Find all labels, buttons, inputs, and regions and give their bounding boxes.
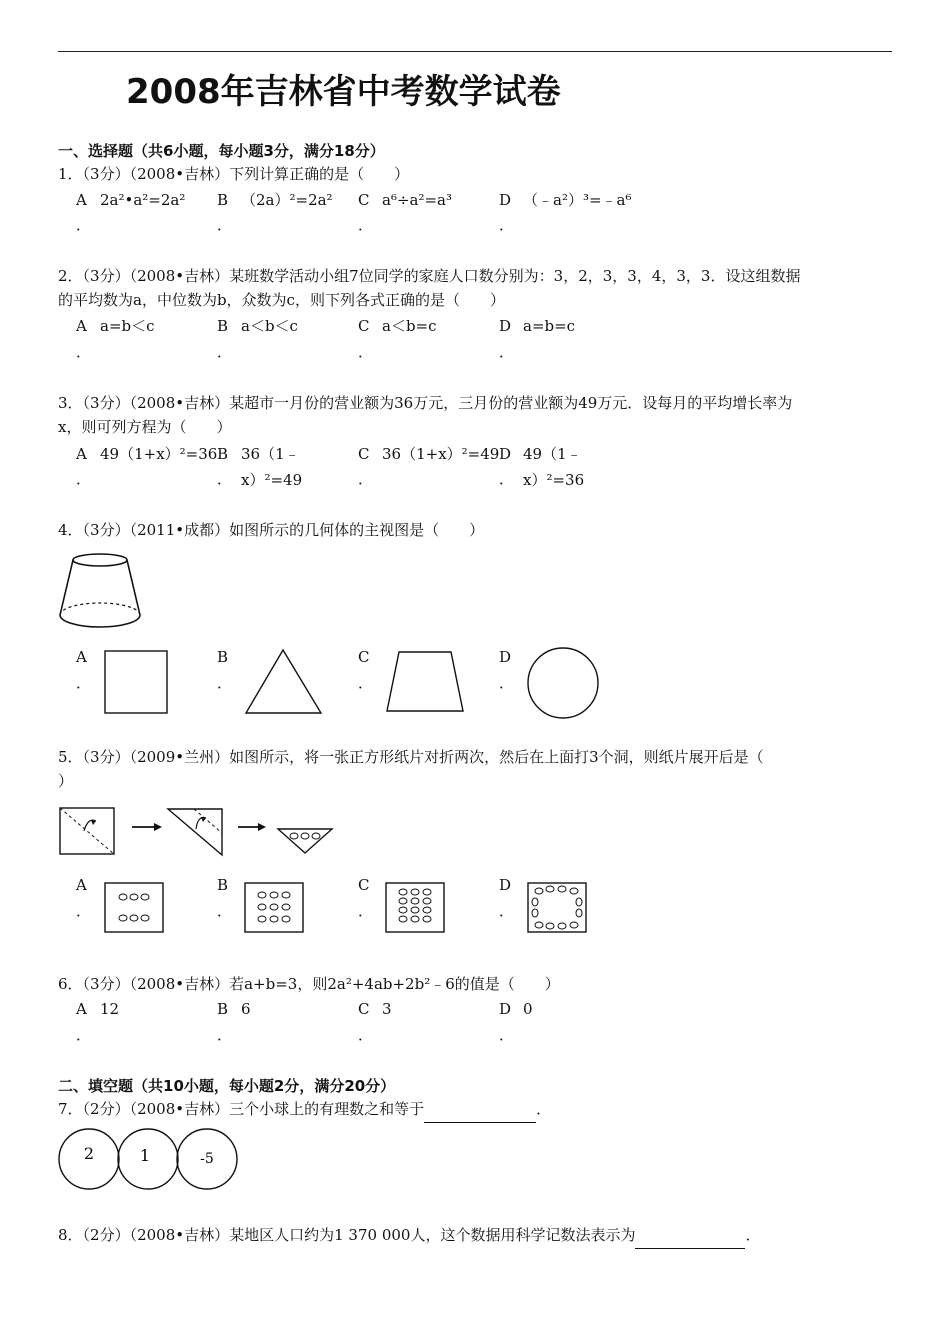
q4-dot-d: ．: [499, 674, 515, 692]
q4-circle-figure: [524, 644, 602, 722]
ball-3-number: -5: [200, 1151, 214, 1167]
q2-option-c[interactable]: C a＜b=c: [358, 317, 437, 335]
q8-answer-blank[interactable]: [635, 1223, 745, 1249]
question-6-stem: 6．（3分）（2008•吉林）若a+b=3，则2a²+4ab+2b²﹣6的值是（ ）: [58, 975, 560, 993]
paper-folding-figure: [58, 805, 338, 860]
q6-option-a[interactable]: A 12: [76, 1000, 120, 1018]
q4-dot-c: ．: [358, 674, 374, 692]
q3-option-d[interactable]: D 49（1﹣: [499, 445, 582, 463]
q1-option-a[interactable]: A 2a²•a²=2a²: [76, 191, 186, 209]
q5-dot-c: ．: [358, 902, 374, 920]
ball-2-number: 1: [139, 1146, 151, 1165]
top-rule: [58, 51, 892, 52]
question-8-stem: 8．（2分）（2008•吉林）某地区人口约为1 370 000人，这个数据用科学记数法表示为 ．: [58, 1223, 892, 1249]
q1-dot-a: ．: [76, 216, 92, 234]
question-4-stem: 4．（3分）（2011•成都）如图所示的几何体的主视图是（ ）: [58, 521, 485, 539]
q4-option-b-label[interactable]: B: [217, 648, 229, 666]
q6-dot-c: ．: [358, 1026, 374, 1044]
q2-dot-d: ．: [499, 343, 515, 361]
q3-dot-b: ．: [217, 470, 233, 488]
q3-dot-d: ．: [499, 470, 515, 488]
q2-dot-a: ．: [76, 343, 92, 361]
q5-option-a-figure: [103, 880, 167, 936]
q4-dot-b: ．: [217, 674, 233, 692]
q5-option-d-figure: [526, 880, 590, 936]
q7-answer-blank[interactable]: [424, 1097, 536, 1123]
question-2-stem-line1: 2．（3分）（2008•吉林）某班数学活动小组7位同学的家庭人口数分别为：3，2，3，3，4，3，3．设这组数据: [58, 267, 801, 285]
q3-option-d-line2: x）²=36: [523, 471, 585, 489]
q5-option-b-figure: [243, 880, 307, 936]
q4-option-a-label[interactable]: A: [76, 648, 87, 666]
q2-dot-c: ．: [358, 343, 374, 361]
q6-option-c[interactable]: C 3: [358, 1000, 392, 1018]
question-3-stem-line2: x，则可列方程为（ ）: [58, 418, 232, 436]
q1-option-c[interactable]: C a⁶÷a²=a³: [358, 191, 453, 209]
q6-dot-a: ．: [76, 1026, 92, 1044]
q6-option-d[interactable]: D 0: [499, 1000, 533, 1018]
page-title: 2008年吉林省中考数学试卷: [126, 72, 561, 112]
q3-dot-a: ．: [76, 470, 92, 488]
three-balls-figure: [56, 1127, 240, 1193]
q4-triangle-figure: [242, 646, 326, 718]
q3-dot-c: ．: [358, 470, 374, 488]
q1-dot-b: ．: [217, 216, 233, 234]
question-1-stem: 1．（3分）（2008•吉林）下列计算正确的是（ ）: [58, 165, 410, 183]
q5-option-a-label[interactable]: A: [76, 876, 87, 894]
q3-option-a[interactable]: A 49（1+x）²=36: [76, 445, 218, 463]
q4-option-c-label[interactable]: C: [358, 648, 370, 666]
q4-option-d-label[interactable]: D: [499, 648, 512, 666]
q1-option-b[interactable]: B （2a）²=2a²: [217, 191, 333, 209]
question-5-stem-line2: ）: [58, 772, 74, 790]
q5-option-b-label[interactable]: B: [217, 876, 229, 894]
q5-option-d-label[interactable]: D: [499, 876, 512, 894]
q6-dot-b: ．: [217, 1026, 233, 1044]
q1-dot-c: ．: [358, 216, 374, 234]
q2-dot-b: ．: [217, 343, 233, 361]
section-choice-heading: 一、选择题（共6小题，每小题3分，满分18分）: [58, 142, 385, 160]
q2-option-d[interactable]: D a=b=c: [499, 317, 576, 335]
q4-square-figure: [103, 648, 171, 716]
q3-option-b[interactable]: B 36（1﹣: [217, 445, 300, 463]
q2-option-b[interactable]: B a＜b＜c: [217, 317, 298, 335]
q3-option-c[interactable]: C 36（1+x）²=49: [358, 445, 500, 463]
ball-1-number: 2: [83, 1144, 95, 1163]
q4-trapezoid-figure: [383, 648, 467, 716]
q5-option-c-label[interactable]: C: [358, 876, 370, 894]
q4-dot-a: ．: [76, 674, 92, 692]
question-2-stem-line2: 的平均数为a，中位数为b，众数为c，则下列各式正确的是（ ）: [58, 291, 505, 309]
question-7-stem: 7．（2分）（2008•吉林）三个小球上的有理数之和等于 ．: [58, 1097, 892, 1123]
q2-option-a[interactable]: A a=b＜c: [76, 317, 155, 335]
frustum-figure: [56, 550, 146, 635]
q3-option-b-line2: x）²=49: [241, 471, 303, 489]
q5-dot-a: ．: [76, 902, 92, 920]
question-5-stem-line1: 5．（3分）（2009•兰州）如图所示，将一张正方形纸片对折两次，然后在上面打3个洞，则纸片展开后是（: [58, 748, 764, 766]
q6-option-b[interactable]: B 6: [217, 1000, 251, 1018]
q5-dot-b: ．: [217, 902, 233, 920]
question-3-stem-line1: 3．（3分）（2008•吉林）某超市一月份的营业额为36万元，三月份的营业额为49万元．设每月的平均增长率为: [58, 394, 793, 412]
section-fill-heading: 二、填空题（共10小题，每小题2分，满分20分）: [58, 1077, 396, 1095]
q5-dot-d: ．: [499, 902, 515, 920]
q6-dot-d: ．: [499, 1026, 515, 1044]
q1-option-d[interactable]: D （﹣a²）³=﹣a⁶: [499, 191, 632, 209]
q5-option-c-figure: [384, 880, 448, 936]
q1-dot-d: ．: [499, 216, 515, 234]
